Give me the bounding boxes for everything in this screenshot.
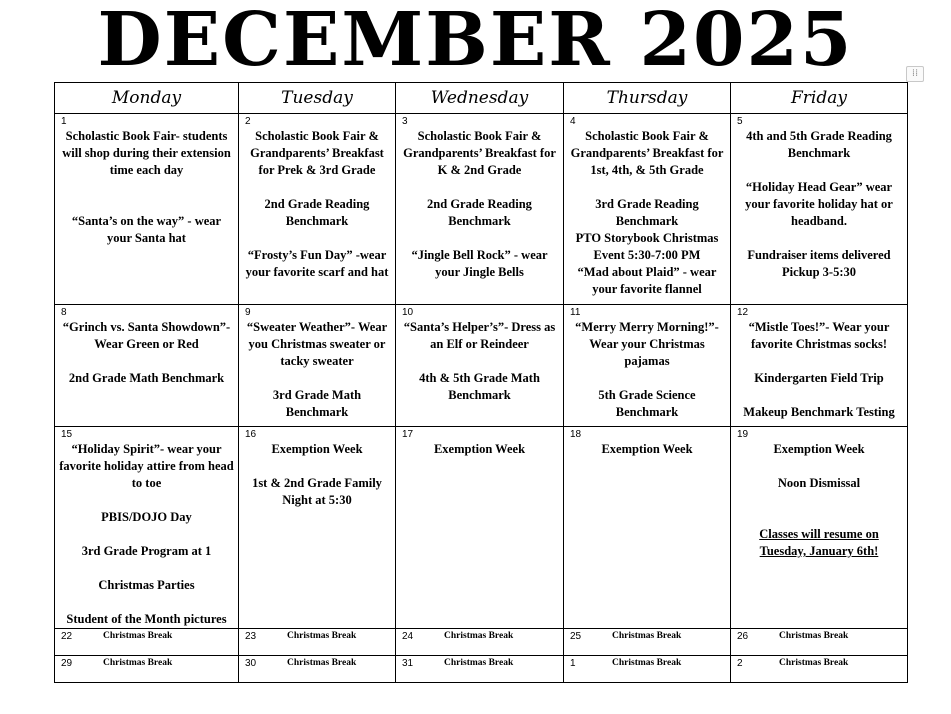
calendar-event: Christmas Break xyxy=(612,658,682,668)
day-cell xyxy=(731,114,908,305)
calendar-event: Scholastic Book Fair & Grandparents’ Breakfast for Prek & 3rd Grade xyxy=(250,129,384,177)
day-cell xyxy=(239,305,396,427)
calendar-event: “Santa’s on the way” - wear your Santa hat xyxy=(71,214,222,245)
calendar-event: Exemption Week xyxy=(271,442,363,456)
calendar-event: Christmas Break xyxy=(287,631,357,641)
calendar-event: Exemption Week xyxy=(773,442,865,456)
calendar-event: Noon Dismissal xyxy=(777,476,861,490)
day-cell xyxy=(564,656,731,683)
calendar-event: Christmas Break xyxy=(287,658,357,668)
day-number: 18 xyxy=(570,429,582,440)
calendar-event: PTO Storybook Christmas Event 5:30-7:00 PM xyxy=(575,231,719,262)
day-number: 10 xyxy=(402,307,414,318)
weekday-header-row xyxy=(55,83,908,114)
day-events xyxy=(239,441,395,509)
day-events xyxy=(55,128,238,247)
calendar-event: 3rd Grade Math Benchmark xyxy=(272,388,362,419)
day-events xyxy=(564,319,730,421)
day-cell xyxy=(239,656,396,683)
calendar-table xyxy=(54,82,908,683)
day-number: 31 xyxy=(402,658,414,669)
day-number: 25 xyxy=(570,631,582,642)
day-number: 23 xyxy=(245,631,257,642)
calendar-event: 4th & 5th Grade Math Benchmark xyxy=(419,371,540,402)
calendar-event: 4th and 5th Grade Reading Benchmark xyxy=(746,129,892,160)
day-number: 8 xyxy=(61,307,67,318)
calendar-event: Exemption Week xyxy=(601,442,693,456)
day-number: 1 xyxy=(61,116,67,127)
calendar-event: Scholastic Book Fair & Grandparents’ Breakfast for 1st, 4th, & 5th Grade xyxy=(570,129,724,177)
day-number: 26 xyxy=(737,631,749,642)
calendar-event: Christmas Break xyxy=(779,658,849,668)
day-cell xyxy=(396,114,564,305)
calendar-event: “Holiday Head Gear” wear your favorite holiday hat or headband. xyxy=(745,180,893,228)
day-events xyxy=(396,441,563,458)
day-cell xyxy=(396,629,564,656)
day-number: 30 xyxy=(245,658,257,669)
day-cell xyxy=(731,629,908,656)
day-number: 2 xyxy=(737,658,743,669)
day-number: 19 xyxy=(737,429,749,440)
calendar-event: Christmas Break xyxy=(444,658,514,668)
day-number: 5 xyxy=(737,116,743,127)
weekday-header: Friday xyxy=(731,83,908,114)
day-number: 11 xyxy=(570,307,581,318)
day-events xyxy=(396,128,563,281)
calendar-event: “Mad about Plaid” - wear your favorite flannel xyxy=(577,265,717,296)
week-row xyxy=(55,629,908,656)
calendar-event: Christmas Break xyxy=(103,658,173,668)
day-number: 3 xyxy=(402,116,408,127)
day-cell xyxy=(55,305,239,427)
day-number: 17 xyxy=(402,429,414,440)
weekday-header: Wednesday xyxy=(396,83,564,114)
calendar-event: “Grinch vs. Santa Showdown”- Wear Green or Red xyxy=(62,320,231,351)
calendar-event: 3rd Grade Reading Benchmark xyxy=(595,197,699,228)
calendar-event: “Merry Merry Morning!”-Wear your Christmas pajamas xyxy=(575,320,719,368)
calendar-event: Scholastic Book Fair & Grandparents’ Breakfast for K & 2nd Grade xyxy=(403,129,556,177)
day-events xyxy=(731,441,907,560)
day-cell xyxy=(564,114,731,305)
resume-classes-note: Classes will resume on Tuesday, January 6th! xyxy=(759,527,879,558)
day-number: 16 xyxy=(245,429,257,440)
week-row xyxy=(55,427,908,629)
calendar-event: Makeup Benchmark Testing xyxy=(743,405,895,419)
day-cell xyxy=(731,305,908,427)
calendar-event: Christmas Break xyxy=(612,631,682,641)
day-cell xyxy=(396,305,564,427)
calendar-event: 5th Grade Science Benchmark xyxy=(598,388,696,419)
day-number: 9 xyxy=(245,307,251,318)
calendar-event: 2nd Grade Reading Benchmark xyxy=(427,197,532,228)
day-events xyxy=(239,128,395,281)
calendar-event: Kindergarten Field Trip xyxy=(754,371,884,385)
day-cell xyxy=(564,629,731,656)
calendar-event: Christmas Break xyxy=(779,631,849,641)
calendar-event: 2nd Grade Reading Benchmark xyxy=(264,197,370,228)
weekday-header: Thursday xyxy=(564,83,731,114)
week-row xyxy=(55,114,908,305)
calendar-event: 1st & 2nd Grade Family Night at 5:30 xyxy=(252,476,382,507)
calendar-event: “Santa’s Helper’s”- Dress as an Elf or Reindeer xyxy=(403,320,556,351)
day-cell xyxy=(55,114,239,305)
calendar-event: “Jingle Bell Rock” - wear your Jingle Bells xyxy=(411,248,548,279)
day-events xyxy=(564,441,730,458)
day-cell xyxy=(55,629,239,656)
calendar-event: PBIS/DOJO Day xyxy=(101,510,192,524)
calendar-event: Scholastic Book Fair- students will shop during their extension time each day xyxy=(62,129,231,177)
day-cell xyxy=(239,427,396,629)
day-events xyxy=(564,128,730,298)
day-number: 4 xyxy=(570,116,576,127)
day-number: 1 xyxy=(570,658,576,669)
day-events xyxy=(396,319,563,404)
day-cell xyxy=(731,656,908,683)
day-cell xyxy=(55,427,239,629)
day-events xyxy=(731,319,907,421)
day-events xyxy=(731,128,907,281)
calendar-event: “Frosty’s Fun Day” -wear your favorite scarf and hat xyxy=(245,248,389,279)
day-cell xyxy=(564,427,731,629)
table-move-handle-icon[interactable]: ⁞⁞ xyxy=(906,66,924,82)
day-number: 24 xyxy=(402,631,414,642)
day-number: 22 xyxy=(61,631,73,642)
day-cell xyxy=(239,629,396,656)
calendar-event: Fundraiser items delivered Pickup 3-5:30 xyxy=(747,248,891,279)
day-number: 15 xyxy=(61,429,73,440)
day-cell xyxy=(55,656,239,683)
day-events xyxy=(239,319,395,421)
calendar-event: Exemption Week xyxy=(433,442,526,456)
weekday-header: Monday xyxy=(55,83,239,114)
calendar-event: “Holiday Spirit”- wear your favorite holiday attire from head to toe xyxy=(59,442,234,490)
calendar-title: DECEMBER 2025 xyxy=(97,0,854,83)
calendar-event: Student of the Month pictures xyxy=(66,612,227,626)
week-row xyxy=(55,305,908,427)
calendar-event: Christmas Break xyxy=(444,631,514,641)
day-events xyxy=(55,441,238,628)
calendar-event: 3rd Grade Program at 1 xyxy=(81,544,212,558)
calendar-event: Christmas Break xyxy=(103,631,173,641)
day-cell xyxy=(239,114,396,305)
calendar-event: “Sweater Weather”- Wear you Christmas sweater or tacky sweater xyxy=(246,320,388,368)
day-cell xyxy=(731,427,908,629)
day-cell xyxy=(396,656,564,683)
calendar-event: 2nd Grade Math Benchmark xyxy=(68,371,225,385)
day-cell xyxy=(396,427,564,629)
week-row xyxy=(55,656,908,683)
day-cell xyxy=(564,305,731,427)
weekday-header: Tuesday xyxy=(239,83,396,114)
day-number: 2 xyxy=(245,116,251,127)
day-number: 12 xyxy=(737,307,749,318)
calendar-event: Christmas Parties xyxy=(98,578,195,592)
day-number: 29 xyxy=(61,658,73,669)
calendar-event: “Mistle Toes!”- Wear your favorite Christmas socks! xyxy=(748,320,890,351)
day-events xyxy=(55,319,238,387)
